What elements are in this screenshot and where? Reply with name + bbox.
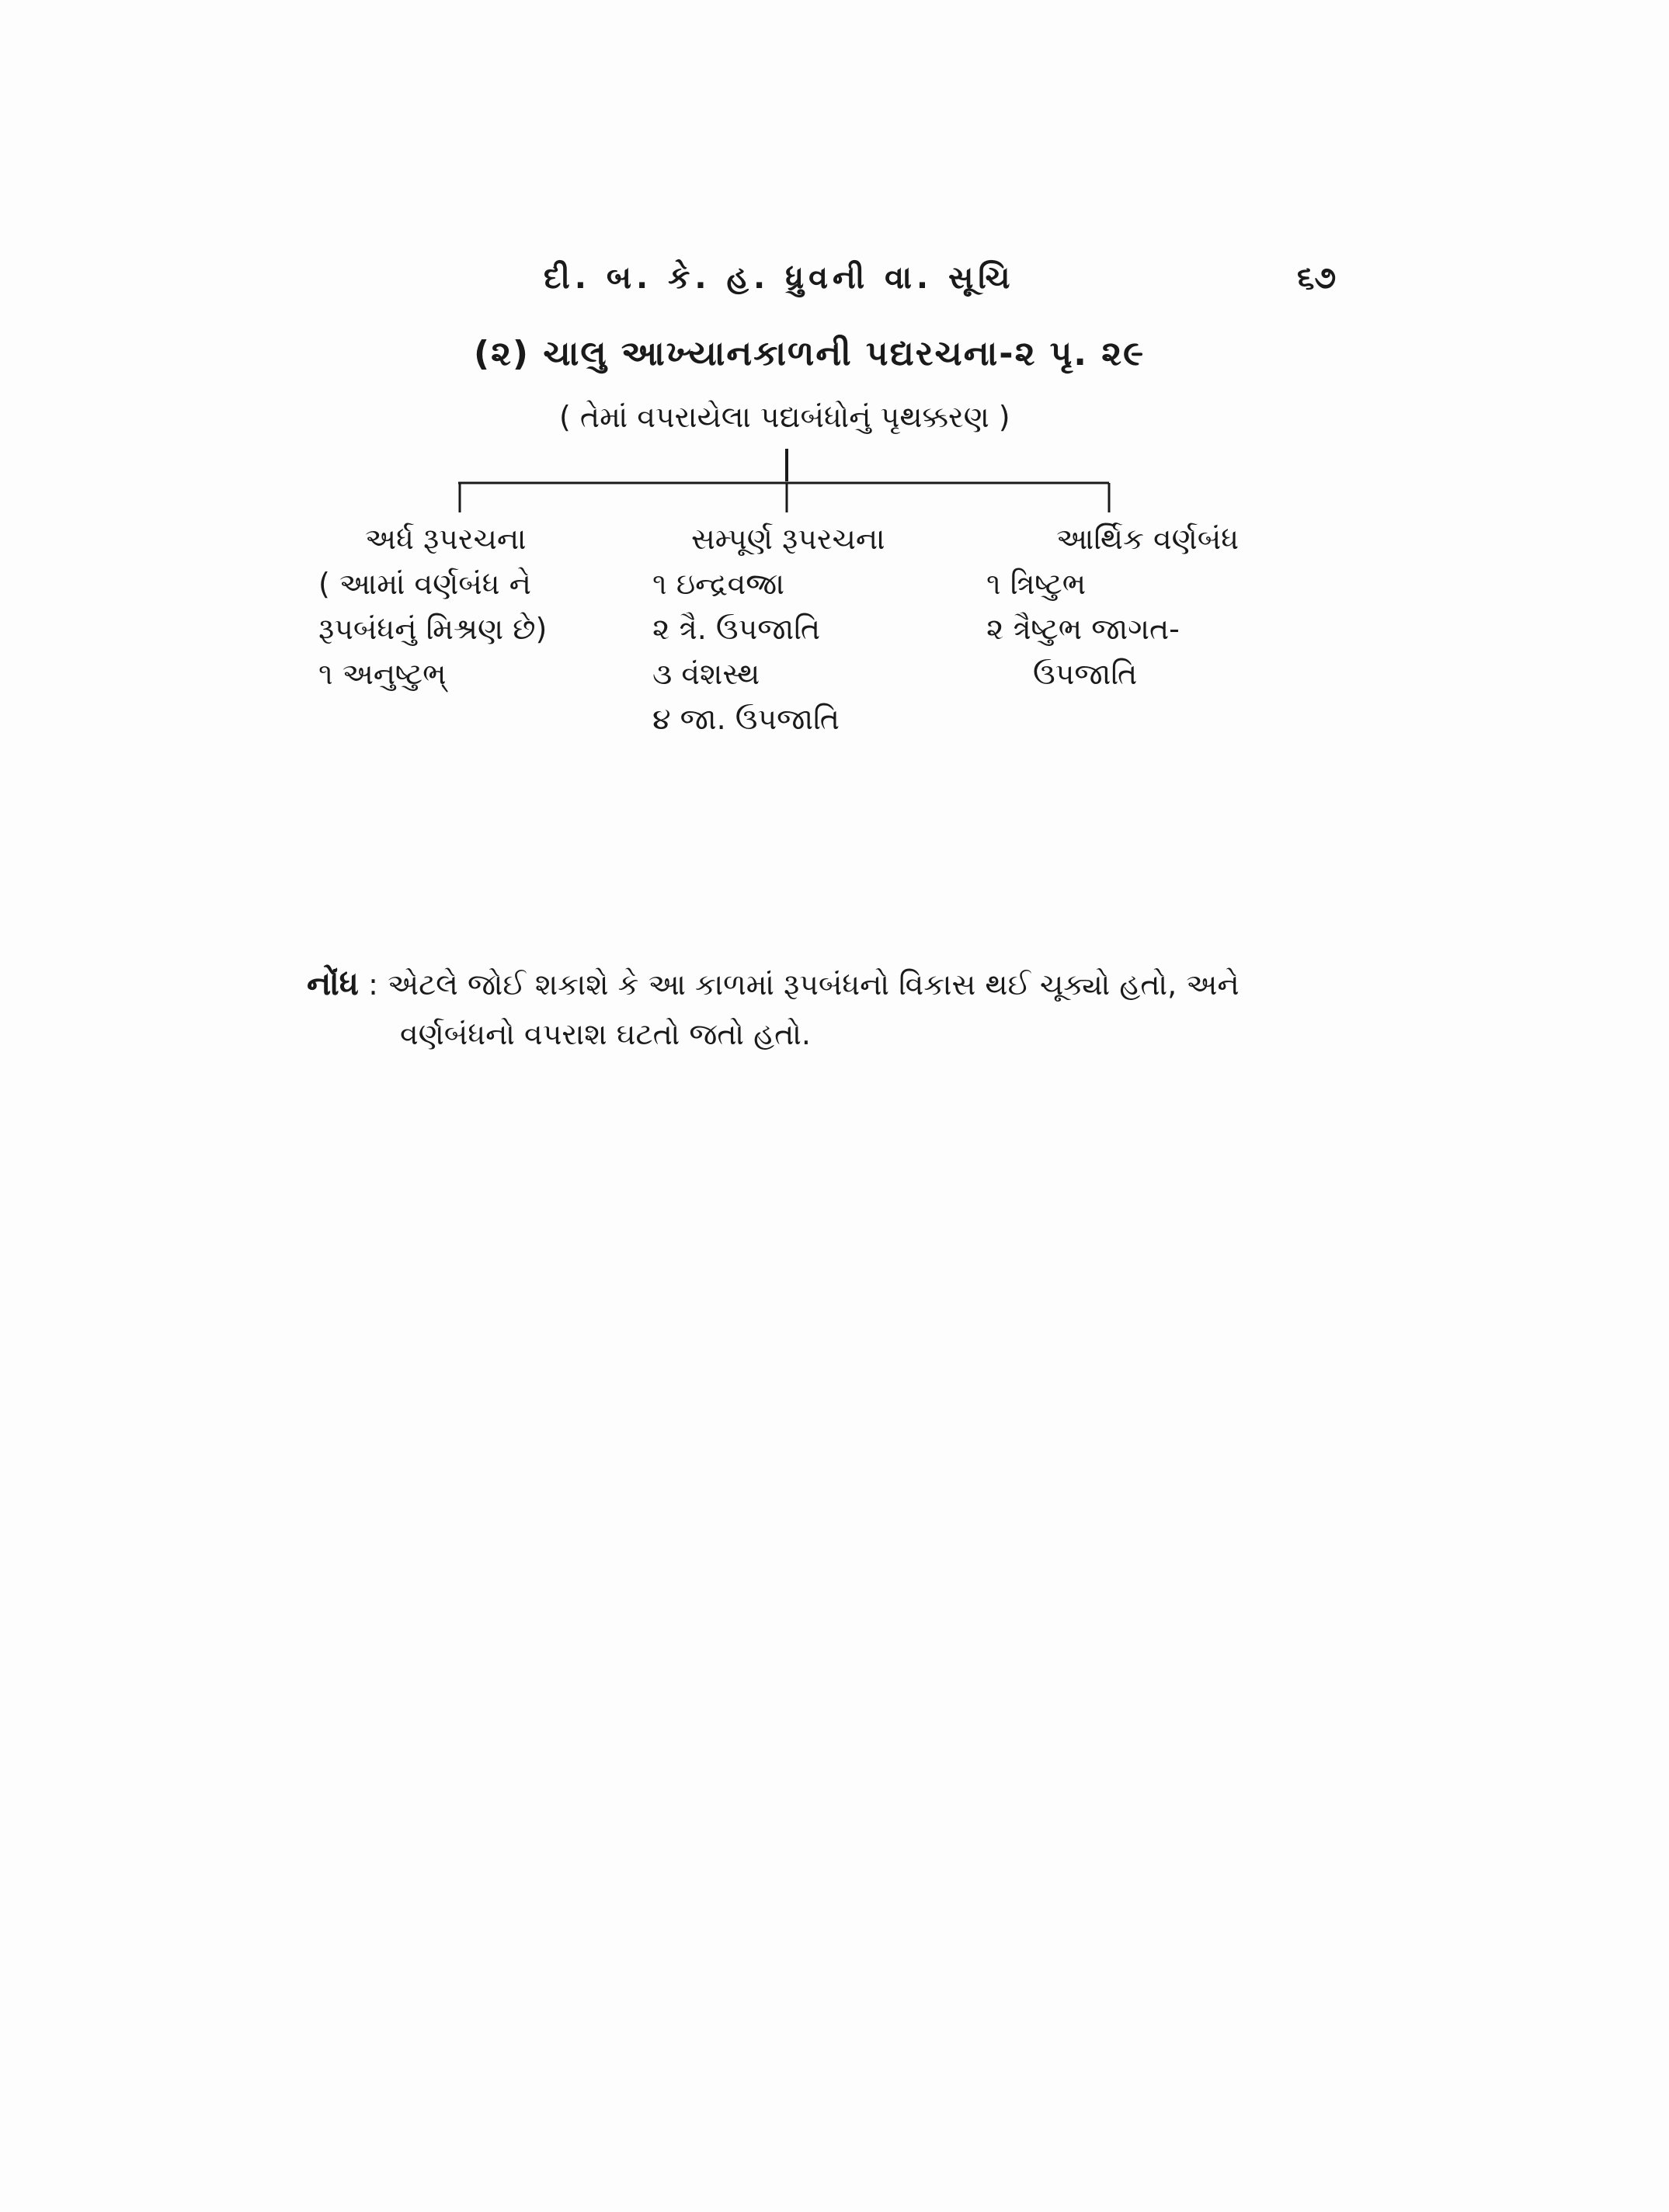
branch-middle-line: ૪ જા. ઉપજાતિ: [652, 702, 840, 736]
note-paragraph: [307, 959, 1340, 1059]
section-subtitle: ( તેમાં વપરાયેલા પદ્યબંધોનું પૃથક્કરણ ): [559, 400, 1010, 434]
tree-branch-right-column: [986, 516, 1239, 696]
note-line-2: વર્ણબંધનો વપરાશ ઘટતો જતો હતો.: [400, 1017, 811, 1051]
branch-right-line: ૧ ત્રિષ્ટુભ: [986, 567, 1087, 601]
running-head: દી. બ. કે. હ. ધ્રુવની વા. સૂચિ: [544, 260, 1015, 296]
branch-right-line: ઉપજાતિ: [1033, 657, 1138, 691]
note-label: નોંધ: [307, 964, 359, 1002]
branch-left-line: રૂપબંધનું મિશ્રણ છે): [318, 612, 548, 646]
branch-middle-line: ૨ ત્રૈ. ઉપજાતિ: [652, 612, 821, 646]
branch-left-line: ૧ અનુષ્ટુભ્: [318, 657, 447, 691]
branch-middle-line: ૧ ઇન્દ્રવજ્રા: [652, 567, 785, 601]
section-title: (૨) ચાલુ આખ્યાનકાળની પદ્યરચના-૨ પૃ. ૨૯: [474, 334, 1146, 373]
page-number: ૬૭: [1297, 260, 1337, 296]
branch-middle-line: ૩ વંશસ્થ: [652, 657, 760, 691]
tree-branch-left-column: [318, 516, 547, 696]
branch-left-line: ( આમાં વર્ણબંધ ને: [318, 567, 531, 601]
branch-heading-middle: સમ્પૂર્ણ રૂપરચના: [691, 522, 885, 556]
branch-right-line: ૨ ત્રૈષ્ટુભ જાગત-: [986, 612, 1180, 646]
note-line-1: : એટલે જોઈ શકાશે કે આ કાળમાં રૂપબંધનો વિકાસ થઈ ચૂક્યો હતો, અને: [368, 967, 1240, 1002]
tree-branch-middle-column: [652, 516, 885, 741]
branch-heading-left: અર્ધ રૂપરચના: [365, 522, 527, 556]
branch-heading-right: આર્થિક વર્ણબંધ: [1056, 522, 1240, 556]
